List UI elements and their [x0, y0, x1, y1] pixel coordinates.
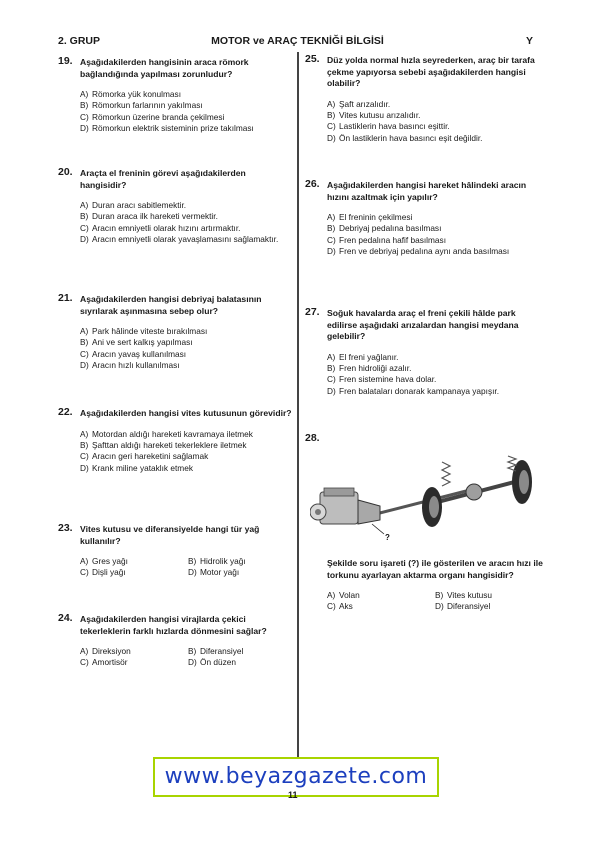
option-letter: A): [80, 556, 89, 566]
question-number: 22.: [58, 406, 73, 418]
option-b[interactable]: [188, 556, 296, 567]
option-d[interactable]: [188, 567, 296, 578]
option-text: Amortisör: [92, 657, 128, 668]
option-letter: A): [327, 590, 336, 600]
question-27: [305, 308, 545, 397]
question-number: 21.: [58, 292, 73, 304]
option-text: Aracın emniyetli olarak yavaşlamasını sağlamaktır.: [92, 234, 279, 245]
option-letter: B): [80, 211, 89, 222]
option-a[interactable]: [327, 352, 545, 363]
option-letter: D): [188, 567, 197, 578]
option-text: El freni yağlanır.: [339, 351, 399, 362]
question-mark-label: ?: [385, 533, 390, 542]
question-text: Araçta el freninin görevi aşağıdakilerden hangisidir?: [80, 168, 246, 190]
option-letter: C): [80, 451, 89, 462]
option-b[interactable]: [327, 223, 545, 234]
option-text: Vites kutusu: [447, 590, 493, 600]
option-letter: D): [327, 246, 336, 257]
option-letter: B): [188, 646, 197, 656]
option-letter: B): [327, 109, 336, 120]
question-28: [305, 558, 545, 613]
question-23: [58, 524, 294, 579]
option-text: Römorka yük konulması: [92, 89, 181, 99]
exam-title: MOTOR ve ARAÇ TEKNİĞİ BİLGİSİ: [211, 35, 384, 47]
left-wheel: [422, 487, 442, 527]
option-letter: D): [327, 385, 336, 396]
option-d[interactable]: [188, 657, 296, 668]
option-text: Diferansiyel: [200, 646, 244, 656]
option-b[interactable]: [435, 590, 543, 601]
option-d[interactable]: [80, 463, 294, 474]
option-text: Römorkun üzerine branda çekilmesi: [92, 111, 225, 122]
option-text: Aracın hızlı kullanılması: [92, 360, 180, 371]
option-c[interactable]: [327, 121, 545, 132]
option-letter: A): [80, 200, 89, 210]
option-letter: C): [80, 567, 89, 578]
option-letter: D): [80, 360, 89, 371]
option-c[interactable]: [327, 374, 545, 385]
option-c[interactable]: [80, 657, 188, 668]
option-text: Debriyaj pedalına basılması: [339, 223, 442, 234]
option-a[interactable]: [80, 326, 294, 337]
option-b[interactable]: [80, 211, 294, 222]
option-letter: D): [435, 601, 444, 612]
question-number: 28.: [305, 432, 320, 444]
option-letter: A): [80, 326, 89, 336]
question-19: [58, 57, 294, 135]
option-d[interactable]: [435, 601, 543, 612]
option-d[interactable]: [327, 246, 545, 257]
right-wheel: [512, 460, 532, 504]
option-text: Aracın emniyetli olarak hızını artırmaktır.: [92, 222, 241, 233]
question-number: 27.: [305, 306, 320, 318]
question-text: Şekilde soru işareti (?) ile gösterilen ve aracın hızı ile torkunu ayarlayan aktarma organı hangisidir?: [327, 558, 543, 580]
option-b[interactable]: [188, 646, 296, 657]
option-text: Dişli yağı: [92, 567, 126, 578]
option-text: Diferansiyel: [447, 601, 491, 612]
pointer-line: [372, 524, 384, 534]
option-letter: C): [327, 234, 336, 245]
option-d[interactable]: [327, 133, 545, 144]
option-letter: C): [327, 374, 336, 385]
question-text: Düz yolda normal hızla seyrederken, araç bir tarafa çekme yapıyorsa sebebi aşağıdakilerden hangisi olabilir?: [327, 55, 535, 88]
differential: [466, 484, 482, 500]
option-letter: D): [80, 462, 89, 473]
option-text: Park hâlinde viteste bırakılması: [92, 326, 208, 336]
option-text: Fren sistemine hava dolar.: [339, 374, 437, 385]
booklet-type: Y: [526, 35, 534, 47]
option-c[interactable]: [80, 451, 294, 462]
option-letter: B): [435, 590, 444, 600]
option-text: Fren ve debriyaj pedalına aynı anda basılması: [339, 246, 510, 257]
option-text: Direksiyon: [92, 646, 131, 656]
option-text: Aracın geri hareketini sağlamak: [92, 451, 209, 462]
option-text: Volan: [339, 590, 360, 600]
question-21: [58, 294, 294, 372]
option-text: Duran aracı sabitlemektir.: [92, 200, 187, 210]
option-letter: A): [327, 351, 336, 362]
option-letter: D): [327, 132, 336, 143]
option-c[interactable]: [80, 112, 294, 123]
option-text: Fren hidroliği azalır.: [339, 362, 412, 373]
drivetrain-figure: [310, 452, 542, 547]
option-letter: B): [327, 362, 336, 373]
option-a[interactable]: [327, 590, 435, 601]
option-letter: B): [80, 439, 89, 450]
option-letter: C): [327, 121, 336, 132]
question-text: Aşağıdakilerden hangisi virajlarda çekici tekerleklerin farklı hızlarda dönmesini sağlar?: [80, 614, 267, 636]
option-b[interactable]: [327, 110, 545, 121]
option-letter: C): [80, 348, 89, 359]
option-letter: C): [80, 111, 89, 122]
option-text: Fren balataları donarak kampanaya yapışır.: [339, 385, 500, 396]
option-letter: B): [80, 100, 89, 111]
option-letter: B): [80, 337, 89, 348]
option-text: Gres yağı: [92, 556, 128, 566]
option-letter: B): [327, 223, 336, 234]
option-letter: A): [80, 646, 89, 656]
question-number: 23.: [58, 522, 73, 534]
option-a[interactable]: [80, 429, 294, 440]
question-number: 20.: [58, 166, 73, 178]
gearbox: [358, 500, 380, 524]
option-text: Duran araca ilk hareketi vermektir.: [92, 211, 218, 222]
question-text: Aşağıdakilerden hangisinin araca römork bağlandığında yapılması zorunludur?: [80, 57, 249, 79]
option-a[interactable]: [80, 200, 294, 211]
option-a[interactable]: [80, 89, 294, 100]
option-c[interactable]: [327, 235, 545, 246]
question-text: Vites kutusu ve diferansiyelde hangi tür yağ kullanılır?: [80, 524, 260, 546]
option-text: Şaft arızalıdır.: [339, 98, 391, 109]
option-letter: A): [80, 89, 89, 99]
option-b[interactable]: [327, 363, 545, 374]
option-text: El freninin çekilmesi: [339, 212, 413, 222]
coil-spring: [442, 456, 516, 486]
question-text: Aşağıdakilerden hangisi hareket hâlindeki aracın hızını azaltmak için yapılır?: [327, 180, 527, 202]
option-text: Aracın yavaş kullanılması: [92, 348, 187, 359]
group-label: 2. GRUP: [58, 35, 101, 47]
option-c[interactable]: [80, 349, 294, 360]
option-letter: A): [327, 98, 336, 109]
question-number: 25.: [305, 53, 320, 65]
question-20: [58, 168, 294, 246]
question-text: Aşağıdakilerden hangisi debriyaj balatasının sıyrılarak aşınmasına sebep olur?: [80, 294, 262, 316]
option-c[interactable]: [80, 567, 188, 578]
option-text: Fren pedalına hafif basılması: [339, 234, 446, 245]
option-d[interactable]: [327, 386, 545, 397]
option-text: Krank miline yataklık etmek: [92, 462, 193, 473]
option-d[interactable]: [80, 360, 294, 371]
option-letter: A): [80, 428, 89, 439]
option-letter: D): [80, 234, 89, 245]
option-b[interactable]: [80, 440, 294, 451]
option-a[interactable]: [80, 556, 188, 567]
question-24: [58, 614, 294, 669]
option-text: Ön düzen: [200, 657, 236, 668]
option-c[interactable]: [327, 601, 435, 612]
option-letter: C): [80, 657, 89, 668]
page-number: 11: [288, 790, 298, 800]
question-26: [305, 180, 545, 258]
option-b[interactable]: [80, 100, 294, 111]
option-text: Şafttan aldığı hareketi tekerleklere iletmek: [92, 439, 247, 450]
question-number: 24.: [58, 612, 73, 624]
option-letter: C): [327, 601, 336, 612]
page-header: [0, 35, 595, 49]
option-letter: B): [188, 556, 197, 566]
question-22: [58, 408, 294, 474]
question-text: Soğuk havalarda araç el freni çekili hâlde park edilirse aşağıdaki arızalardan hangisi meydana gelebilir?: [327, 308, 519, 341]
option-letter: A): [327, 212, 336, 222]
question-text: Aşağıdakilerden hangisi vites kutusunun görevidir?: [80, 408, 292, 418]
option-a[interactable]: [327, 212, 545, 223]
option-text: Motordan aldığı hareketi kavramaya iletmek: [92, 428, 253, 439]
option-b[interactable]: [80, 337, 294, 348]
option-d[interactable]: [80, 123, 294, 134]
option-letter: C): [80, 222, 89, 233]
column-divider: [297, 52, 299, 792]
option-d[interactable]: [80, 234, 294, 245]
option-text: Aks: [339, 601, 353, 612]
option-text: Vites kutusu arızalıdır.: [339, 109, 421, 120]
option-c[interactable]: [80, 223, 294, 234]
option-letter: D): [80, 123, 89, 134]
option-text: Hidrolik yağı: [200, 556, 246, 566]
engine-block: [310, 488, 358, 524]
option-a[interactable]: [80, 646, 188, 657]
question-number: 19.: [58, 55, 73, 67]
option-text: Römorkun elektrik sisteminin prize takılması: [92, 123, 254, 134]
option-text: Römorkun farlarının yakılması: [92, 100, 203, 111]
option-text: Motor yağı: [200, 567, 240, 578]
option-text: Ön lastiklerin hava basıncı eşit değildir.: [339, 132, 483, 143]
watermark-text: www.beyazgazete.com: [164, 764, 428, 789]
option-letter: D): [188, 657, 197, 668]
option-text: Lastiklerin hava basıncı eşittir.: [339, 121, 450, 132]
option-text: Ani ve sert kalkış yapılması: [92, 337, 193, 348]
question-number: 26.: [305, 178, 320, 190]
question-25: [305, 55, 545, 144]
option-a[interactable]: [327, 99, 545, 110]
